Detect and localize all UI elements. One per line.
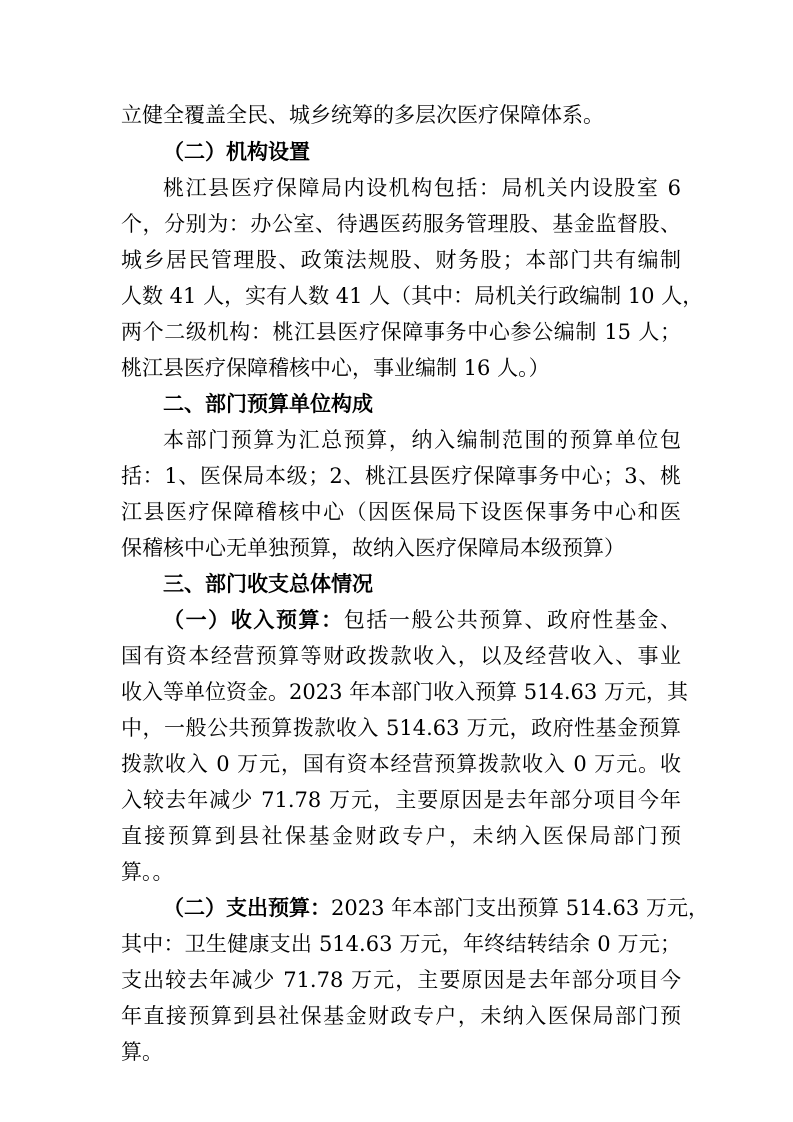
paragraph-line: 个，分别为：办公室、待遇医药服务管理股、基金监督股、 — [121, 212, 681, 236]
paragraph-line: 直接预算到县社保基金财政专户，未纳入医保局部门预 — [121, 824, 681, 848]
expenditure-budget-first-line: 2023 年本部门支出预算 514.63 万元， — [331, 896, 709, 920]
paragraph-line: 江县医疗保障稽核中心（因医保局下设医保事务中心和医 — [121, 500, 681, 524]
paragraph-line: 括：1、医保局本级；2、桃江县医疗保障事务中心；3、桃 — [121, 464, 681, 488]
paragraph-line: 本部门预算为汇总预算，纳入编制范围的预算单位包 — [163, 428, 681, 452]
paragraph-line — [163, 893, 709, 923]
paragraph-line: 入较去年减少 71.78 万元，主要原因是去年部分项目今年 — [121, 788, 681, 812]
paragraph-line: 年直接预算到县社保基金财政专户，未纳入医保局部门预 — [121, 1004, 681, 1028]
paragraph-line: 国有资本经营预算等财政拨款收入，以及经营收入、事业 — [121, 644, 681, 668]
paragraph-line: 保稽核中心无单独预算，故纳入医疗保障局本级预算） — [121, 536, 625, 560]
paragraph-line: 桃江县医疗保障稽核中心，事业编制 16 人。） — [121, 356, 550, 380]
paragraph-line: 人数 41 人，实有人数 41 人（其中：局机关行政编制 10 人， — [121, 284, 704, 308]
paragraph-line: 城乡居民管理股、政策法规股、财务股；本部门共有编制 — [121, 248, 681, 272]
expenditure-budget-lead: （二）支出预算： — [163, 896, 331, 920]
paragraph-line: 中，一般公共预算拨款收入 514.63 万元，政府性基金预算 — [121, 716, 681, 740]
paragraph-line: 立健全覆盖全民、城乡统筹的多层次医疗保障体系。 — [121, 103, 604, 127]
paragraph-line: 收入等单位资金。2023 年本部门收入预算 514.63 万元，其 — [121, 680, 688, 704]
paragraph-line: 其中：卫生健康支出 514.63 万元，年终结转结余 0 万元； — [121, 932, 681, 956]
paragraph-line: 桃江县医疗保障局内设机构包括：局机关内设股室 6 — [163, 176, 681, 200]
section-heading-organization: （二）机构设置 — [163, 140, 310, 164]
paragraph-line — [163, 605, 681, 635]
paragraph-line: 算。。 — [121, 860, 174, 884]
paragraph-line: 算。 — [121, 1040, 163, 1064]
income-budget-lead: （一）收入预算： — [163, 608, 344, 632]
paragraph-line: 支出较去年减少 71.78 万元，主要原因是去年部分项目今 — [121, 968, 681, 992]
paragraph-line: 两个二级机构：桃江县医疗保障事务中心参公编制 15 人； — [121, 320, 681, 344]
section-heading-overall: 三、部门收支总体情况 — [163, 572, 373, 596]
paragraph-line: 拨款收入 0 万元，国有资本经营预算拨款收入 0 万元。收 — [121, 752, 681, 776]
income-budget-first-line: 包括一般公共预算、政府性基金、 — [343, 608, 682, 632]
section-heading-budget-units: 二、部门预算单位构成 — [163, 392, 373, 416]
